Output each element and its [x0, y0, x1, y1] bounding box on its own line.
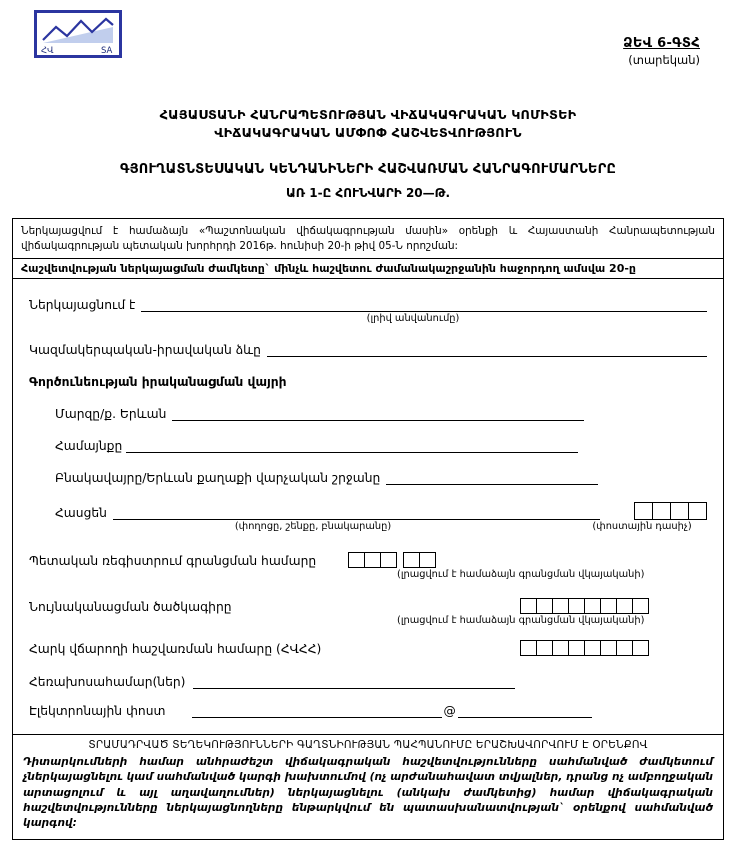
digit-cell[interactable] — [419, 552, 436, 568]
legal-basis-text: Ներկայացվում է համաձայն «Պաշտոնական վիճակագրության մասին» օրենքի և Հայաստանի Հանրապետության վիճակագրության պետական խորհրդի 2016թ. հունիսի 20-ի թիվ 05-Ն որոշման: — [21, 225, 715, 252]
tin-label: Հարկ վճարողի հաշվառման համարը (ՀՎՀՀ) — [29, 642, 322, 657]
postal-code-cells — [634, 502, 707, 520]
digit-cell[interactable] — [520, 598, 537, 614]
activity-location-heading: Գործունեության իրականացման վայրի — [29, 375, 287, 390]
settlement-label: Բնակավայրը/Երևան քաղաքի վարչական շրջանը — [55, 471, 381, 486]
report-date-line: ԱՌ 1-Ը ՀՈՒՆՎԱՐԻ 20—Թ. — [285, 186, 451, 201]
digit-cell[interactable] — [364, 552, 381, 568]
digit-cell[interactable] — [403, 552, 420, 568]
logo-text-left: ՀՎ — [41, 46, 54, 56]
form-body — [12, 218, 724, 839]
digit-cell[interactable] — [584, 640, 601, 656]
committee-header — [0, 107, 736, 142]
phone-row — [29, 674, 707, 689]
digit-cell[interactable] — [568, 598, 585, 614]
logo-text-right: SA — [101, 46, 113, 56]
form-period: (տարեկան) — [628, 53, 700, 67]
legal-form-row — [29, 342, 707, 357]
address-hint-row — [29, 521, 707, 532]
deadline-text: Հաշվետվության ներկայացման ժամկետը` մինչև հաշվետու ժամանակաշրջանին հաջորդող ամսվա 20-ը — [13, 258, 723, 279]
community-row — [55, 438, 707, 453]
email-row — [29, 703, 707, 718]
digit-cell[interactable] — [520, 640, 537, 656]
form-code-block — [623, 36, 700, 67]
marz-input[interactable] — [172, 406, 584, 421]
armstat-logo — [34, 10, 122, 58]
armstat-logo-graphic — [34, 10, 122, 58]
liability-warning-text: Դիտարկումների համար անհրաժեշտ վիճակագրական հաշվետվությունները սահմանված ժամկետում չներկայացնելու կամ սահմանված կարգի խախտումով (ոչ արժանահավատ տվյալներ, դրանց ոչ ամբողջական արտացոլում և այլ աղավաղումներ) ներկայացնելու (անկախ ժամկետից) համար վիճակագրական հաշվետվությունները ներկայացնողները ենթարկվում են պատասխանատվության` օրենքով սահմանված կարգով: — [23, 756, 713, 829]
id-code-label: Նույնականացման ծածկագիրը — [29, 600, 232, 615]
presented-by-input[interactable] — [141, 297, 707, 312]
digit-cell[interactable] — [552, 598, 569, 614]
presented-by-row — [29, 297, 707, 312]
digit-cell[interactable] — [552, 640, 569, 656]
legal-form-label: Կազմակերպական-իրավական ձևը — [29, 343, 261, 358]
id-code-cells — [520, 598, 649, 614]
legal-form-input[interactable] — [267, 342, 707, 357]
digit-cell[interactable] — [632, 640, 649, 656]
email-label: Էլեկտրոնային փոստ — [29, 704, 166, 719]
register-cells-a — [348, 552, 397, 568]
community-input[interactable] — [126, 438, 578, 453]
address-label: Հասցեն — [55, 506, 107, 521]
committee-name-line2: ՎԻՃԱԿԱԳՐԱԿԱՆ ԱՄՓՈՓ ՀԱՇՎԵՏՎՈՒԹՅՈՒՆ — [214, 125, 522, 141]
tin-row — [29, 640, 707, 656]
register-row — [29, 552, 707, 568]
digit-cell[interactable] — [568, 640, 585, 656]
report-title: ԳՅՈՒՂԱՏՆՏԵՍԱԿԱՆ ԿԵՆԴԱՆԻՆԵՐԻ ՀԱՇՎԱՌՄԱՆ ՀԱՆՐԱԳՈՒՄԱՐՆԵՐԸ — [119, 162, 617, 178]
confidentiality-title: ՏՐԱՄԱԴՐՎԱԾ ՏԵՂԵԿՈՒԹՅՈՒՆՆԵՐԻ ԳԱՂՏՆԻՈՒԹՅԱՆ ՊԱՀՊԱՆՈՒՄԸ ԵՐԱՇԽԱՎՈՐՎՈՒՄ Է ՕՐԵՆՔՈՎ — [88, 739, 648, 752]
digit-cell[interactable] — [688, 502, 707, 520]
digit-cell[interactable] — [632, 598, 649, 614]
address-input[interactable] — [113, 505, 600, 520]
presented-by-hint: (լրիվ անվանումը) — [366, 313, 460, 325]
digit-cell[interactable] — [652, 502, 671, 520]
marz-label: Մարզը/ք. Երևան — [55, 407, 167, 422]
settlement-input[interactable] — [386, 470, 598, 485]
register-cells-b — [403, 552, 436, 568]
settlement-row — [55, 470, 707, 485]
digit-cell[interactable] — [536, 640, 553, 656]
register-label: Պետական ռեգիստրում գրանցման համարը — [29, 554, 317, 569]
digit-cell[interactable] — [616, 640, 633, 656]
digit-cell[interactable] — [536, 598, 553, 614]
presented-by-label: Ներկայացնում է — [29, 298, 136, 313]
postal-hint: (փոստային դասիչ) — [592, 521, 692, 533]
email-at-sign: @ — [443, 704, 456, 719]
digit-cell[interactable] — [584, 598, 601, 614]
form-fields — [13, 279, 723, 718]
tin-cells — [520, 640, 649, 656]
marz-row — [55, 406, 707, 421]
address-row — [55, 502, 707, 520]
committee-name-line1: ՀԱՅԱՍՏԱՆԻ ՀԱՆՐԱՊԵՏՈՒԹՅԱՆ ՎԻՃԱԿԱԳՐԱԿԱՆ ԿՈՄԻՏԵԻ — [159, 108, 577, 123]
form-code: ՁԵՎ 6-ԳՏՀ — [623, 36, 700, 51]
digit-cell[interactable] — [616, 598, 633, 614]
phone-label: Հեռախոսահամար(ներ) — [29, 675, 186, 690]
digit-cell[interactable] — [600, 640, 617, 656]
top-bar — [0, 0, 736, 67]
digit-cell[interactable] — [600, 598, 617, 614]
digit-cell[interactable] — [670, 502, 689, 520]
community-label: Համայնքը — [55, 439, 123, 454]
digit-cell[interactable] — [348, 552, 365, 568]
phone-input[interactable] — [193, 674, 515, 689]
email-domain-input[interactable] — [458, 703, 592, 718]
digit-cell[interactable] — [634, 502, 653, 520]
id-code-hint: (լրացվում է համաձայն գրանցման վկայականի) — [397, 615, 645, 627]
id-code-row — [29, 598, 707, 614]
email-local-input[interactable] — [192, 703, 442, 718]
digit-cell[interactable] — [380, 552, 397, 568]
address-hint: (փողոցը, շենքը, բնակարանը) — [234, 521, 392, 533]
register-hint: (լրացվում է համաձայն գրանցման վկայականի) — [397, 569, 645, 581]
